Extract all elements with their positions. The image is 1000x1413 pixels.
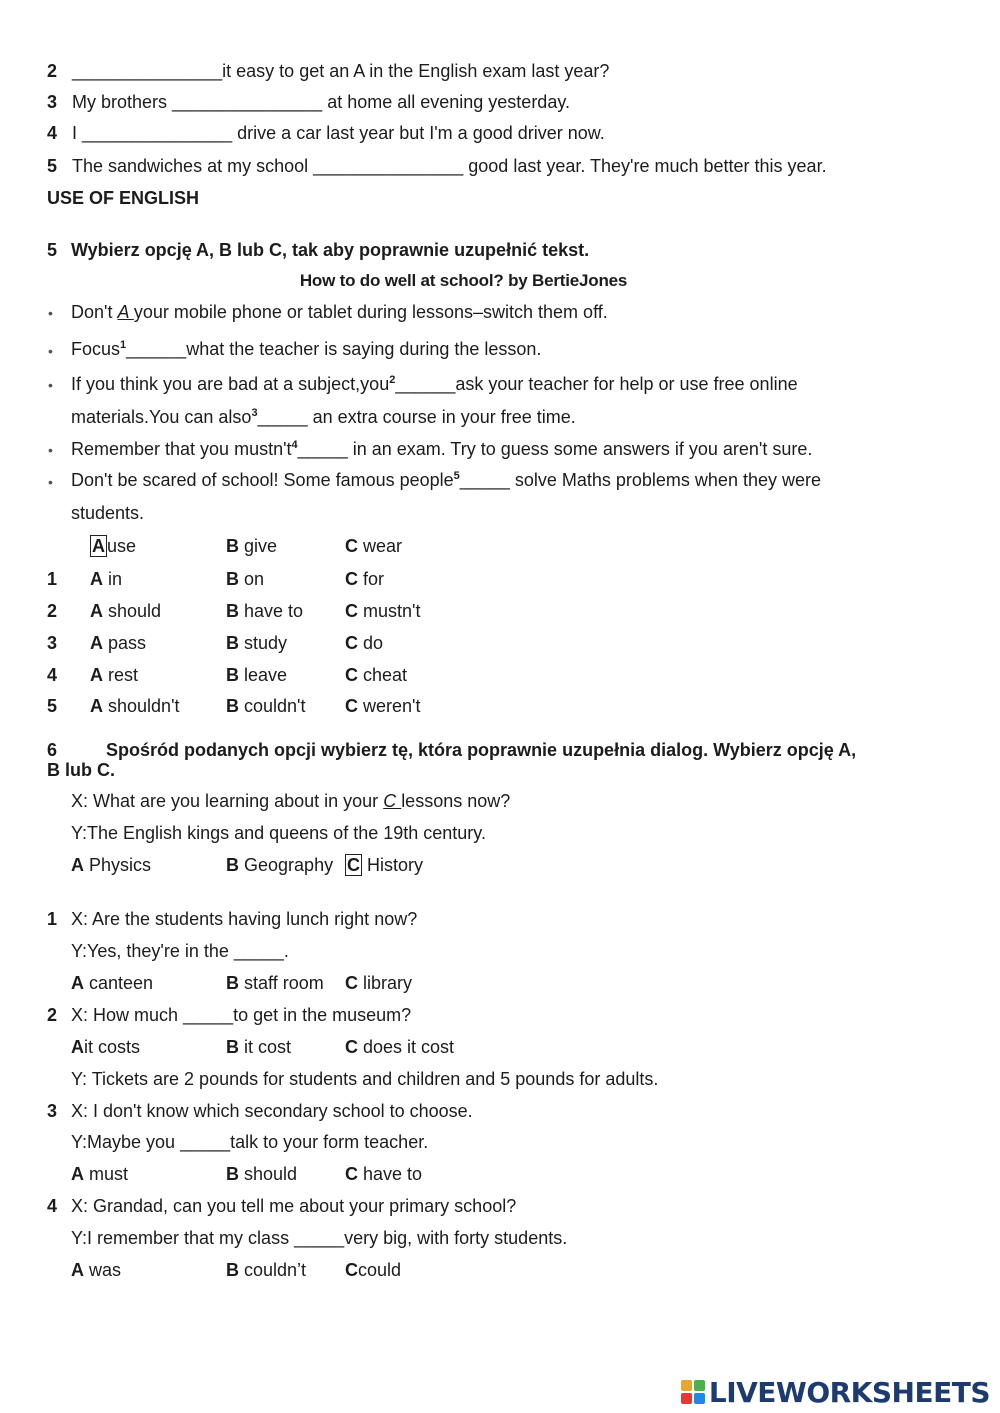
exercise-instruction: Wybierz opcję A, B lub C, tak aby poprawnie uzupełnić tekst. xyxy=(71,240,590,260)
option-text: canteen xyxy=(89,973,154,993)
option-text: was xyxy=(89,1260,122,1280)
text-line-5-cont: students. xyxy=(71,503,145,523)
option-text: for xyxy=(363,569,385,589)
option-text: library xyxy=(363,973,413,993)
option-text: give xyxy=(244,536,278,556)
q3-line-x: X: I don't know which secondary school to choose. xyxy=(71,1101,473,1121)
logo-square xyxy=(694,1380,705,1391)
option-text: cheat xyxy=(363,665,408,685)
item-text: _______________it easy to get an A in the English exam last year? xyxy=(72,61,610,81)
option-c[interactable] xyxy=(345,665,407,686)
option-b[interactable] xyxy=(226,1260,306,1281)
option-letter: C xyxy=(345,601,358,621)
option-letter: C xyxy=(345,569,358,589)
gap[interactable]: ______what the teacher is saying during the lesson. xyxy=(126,339,542,359)
gap[interactable]: _____ an extra course in your free time. xyxy=(257,407,576,427)
option-a[interactable] xyxy=(71,1164,128,1185)
q4-line-x: X: Grandad, can you tell me about your primary school? xyxy=(71,1196,517,1216)
option-b[interactable] xyxy=(226,665,287,686)
gap[interactable]: _____ in an exam. Try to guess some answers if you aren't sure. xyxy=(297,439,813,459)
option-letter: A xyxy=(71,1037,84,1057)
option-b[interactable] xyxy=(226,973,324,994)
option-b[interactable] xyxy=(226,569,264,590)
bullet-icon: • xyxy=(48,377,53,393)
text-line-3 xyxy=(71,374,798,395)
q2-line-y: Y: Tickets are 2 pounds for students and children and 5 pounds for adults. xyxy=(71,1069,659,1089)
option-text: have to xyxy=(244,601,304,621)
option-c[interactable] xyxy=(345,973,412,994)
option-letter: C xyxy=(345,1260,358,1280)
text: Don't xyxy=(71,302,118,322)
option-text: Physics xyxy=(89,855,152,875)
option-c[interactable] xyxy=(345,1260,401,1281)
option-text: couldn't xyxy=(244,696,306,716)
item-number: 5 xyxy=(47,156,58,176)
text: lessons now? xyxy=(401,791,511,811)
example-answer: C xyxy=(383,791,402,811)
option-letter: B xyxy=(226,633,239,653)
selected-letter: A xyxy=(92,536,105,556)
example-answer: A xyxy=(117,302,134,322)
exercise-instruction-cont: B lub C. xyxy=(47,760,115,780)
text-line-2 xyxy=(71,339,541,360)
option-letter: A xyxy=(71,855,84,875)
example-line-x xyxy=(71,791,510,812)
q3-line-y: Y:Maybe you _____talk to your form teacher. xyxy=(71,1132,429,1152)
option-c[interactable] xyxy=(345,569,384,590)
option-text: wear xyxy=(363,536,403,556)
q1-line-y: Y:Yes, they're in the _____. xyxy=(71,941,289,961)
option-text: History xyxy=(367,855,424,875)
text: materials.You can also xyxy=(71,407,252,427)
row-number: 5 xyxy=(47,696,58,716)
option-letter: A xyxy=(90,601,103,621)
option-letter: A xyxy=(71,1260,84,1280)
option-letter: A xyxy=(90,569,103,589)
option-letter: B xyxy=(226,536,239,556)
item-number: 4 xyxy=(47,123,58,143)
option-text: pass xyxy=(108,633,147,653)
option-text: it cost xyxy=(244,1037,292,1057)
option-text: Geography xyxy=(244,855,334,875)
exercise-number: 5 xyxy=(47,240,58,260)
option-a[interactable] xyxy=(90,536,136,557)
item-number: 2 xyxy=(47,61,58,81)
option-letter: B xyxy=(226,855,239,875)
option-letter: A xyxy=(90,665,103,685)
text: If you think you are bad at a subject,you xyxy=(71,374,390,394)
text-line-3-cont xyxy=(71,407,576,428)
text: Focus xyxy=(71,339,121,359)
q4-line-y: Y:I remember that my class _____very big, with forty students. xyxy=(71,1228,568,1248)
option-c[interactable] xyxy=(345,696,420,717)
option-a[interactable] xyxy=(71,1037,140,1058)
option-c[interactable] xyxy=(345,855,423,876)
option-text: does it cost xyxy=(363,1037,455,1057)
option-text: have to xyxy=(363,1164,423,1184)
logo-square xyxy=(694,1393,705,1404)
logo-square xyxy=(681,1380,692,1391)
gap-number: 1 xyxy=(120,339,127,351)
option-text: weren't xyxy=(363,696,421,716)
option-text: in xyxy=(108,569,123,589)
option-a[interactable] xyxy=(90,665,138,686)
text-line-4 xyxy=(71,439,812,460)
item-text: I _______________ drive a car last year but I'm a good driver now. xyxy=(72,123,605,143)
item-text: My brothers _______________ at home all evening yesterday. xyxy=(72,92,570,112)
option-text: mustn't xyxy=(363,601,421,621)
bullet-icon: • xyxy=(48,305,53,321)
option-text: rest xyxy=(108,665,139,685)
logo-icon xyxy=(681,1380,705,1404)
option-b[interactable] xyxy=(226,855,333,876)
option-text: must xyxy=(89,1164,129,1184)
option-a[interactable] xyxy=(71,1260,121,1281)
gap-number: 5 xyxy=(453,470,460,482)
option-text: should xyxy=(108,601,162,621)
row-number: 3 xyxy=(47,633,58,653)
option-c[interactable] xyxy=(345,1037,454,1058)
question-number: 1 xyxy=(47,909,58,929)
row-number: 4 xyxy=(47,665,58,685)
option-c[interactable] xyxy=(345,536,402,557)
option-letter: C xyxy=(345,696,358,716)
row-number: 2 xyxy=(47,601,58,621)
option-letter: A xyxy=(71,973,84,993)
option-text: it costs xyxy=(84,1037,141,1057)
option-letter: B xyxy=(226,665,239,685)
option-letter: A xyxy=(90,633,103,653)
option-text: couldn’t xyxy=(244,1260,307,1280)
bullet-icon: • xyxy=(48,442,53,458)
selected-letter: C xyxy=(347,855,360,875)
section-heading: USE OF ENGLISH xyxy=(47,188,200,208)
option-letter: B xyxy=(226,569,239,589)
example-line-y: Y:The English kings and queens of the 19th century. xyxy=(71,823,486,843)
gap-number: 2 xyxy=(389,374,396,386)
text: X: What are you learning about in your xyxy=(71,791,384,811)
option-text: could xyxy=(358,1260,402,1280)
q1-line-x: X: Are the students having lunch right now? xyxy=(71,909,418,929)
option-a[interactable] xyxy=(71,855,151,876)
item-number: 3 xyxy=(47,92,58,112)
exercise-instruction: Spośród podanych opcji wybierz tę, która poprawnie uzupełnia dialog. Wybierz opcję A, xyxy=(106,740,857,760)
option-letter: B xyxy=(226,696,239,716)
option-letter: C xyxy=(345,665,358,685)
option-text: use xyxy=(107,536,137,556)
option-text: staff room xyxy=(244,973,324,993)
item-text: The sandwiches at my school _______________ good last year. They're much better this year. xyxy=(72,156,827,176)
option-text: shouldn't xyxy=(108,696,180,716)
bullet-icon: • xyxy=(48,474,53,490)
option-a[interactable] xyxy=(71,973,153,994)
option-text: do xyxy=(363,633,384,653)
liveworksheets-logo[interactable] xyxy=(681,1375,990,1409)
option-letter: C xyxy=(345,1037,358,1057)
option-letter: B xyxy=(226,1037,239,1057)
gap-number: 4 xyxy=(291,439,298,451)
option-letter: C xyxy=(345,633,358,653)
gap[interactable]: _____ solve Maths problems when they were xyxy=(459,470,821,490)
option-a[interactable] xyxy=(90,601,161,622)
option-letter: C xyxy=(345,536,358,556)
option-b[interactable] xyxy=(226,633,287,654)
text: Don't be scared of school! Some famous people xyxy=(71,470,454,490)
option-letter: B xyxy=(226,973,239,993)
option-letter: A xyxy=(71,1164,84,1184)
bullet-icon: • xyxy=(48,343,53,359)
option-c[interactable] xyxy=(345,601,420,622)
text-line-5 xyxy=(71,470,821,491)
option-b[interactable] xyxy=(226,1037,291,1058)
exercise-number: 6 xyxy=(47,740,58,760)
row-number: 1 xyxy=(47,569,58,589)
option-letter: B xyxy=(226,601,239,621)
text: Remember that you mustn't xyxy=(71,439,292,459)
option-text: study xyxy=(244,633,288,653)
option-letter: C xyxy=(345,1164,358,1184)
option-b[interactable] xyxy=(226,536,277,557)
question-number: 4 xyxy=(47,1196,58,1216)
option-letter: B xyxy=(226,1260,239,1280)
question-number: 2 xyxy=(47,1005,58,1025)
option-c[interactable] xyxy=(345,1164,422,1185)
option-b[interactable] xyxy=(226,1164,297,1185)
text-line-1 xyxy=(71,302,608,323)
option-a[interactable] xyxy=(90,569,122,590)
logo-text: LIVEWORKSHEETS xyxy=(708,1375,990,1409)
option-b[interactable] xyxy=(226,696,306,717)
option-text: should xyxy=(244,1164,298,1184)
gap[interactable]: ______ask your teacher for help or use free online xyxy=(395,374,798,394)
text-title: How to do well at school? by BertieJones xyxy=(299,271,628,290)
gap-number: 3 xyxy=(251,407,258,419)
option-text: on xyxy=(244,569,265,589)
option-letter: C xyxy=(345,973,358,993)
option-text: leave xyxy=(244,665,288,685)
logo-square xyxy=(681,1393,692,1404)
text: your mobile phone or tablet during lessons–switch them off. xyxy=(133,302,608,322)
option-b[interactable] xyxy=(226,601,303,622)
option-a[interactable] xyxy=(90,633,146,654)
option-a[interactable] xyxy=(90,696,180,717)
option-letter: A xyxy=(90,696,103,716)
option-letter: B xyxy=(226,1164,239,1184)
question-number: 3 xyxy=(47,1101,58,1121)
option-c[interactable] xyxy=(345,633,383,654)
q2-line-x: X: How much _____to get in the museum? xyxy=(71,1005,412,1025)
